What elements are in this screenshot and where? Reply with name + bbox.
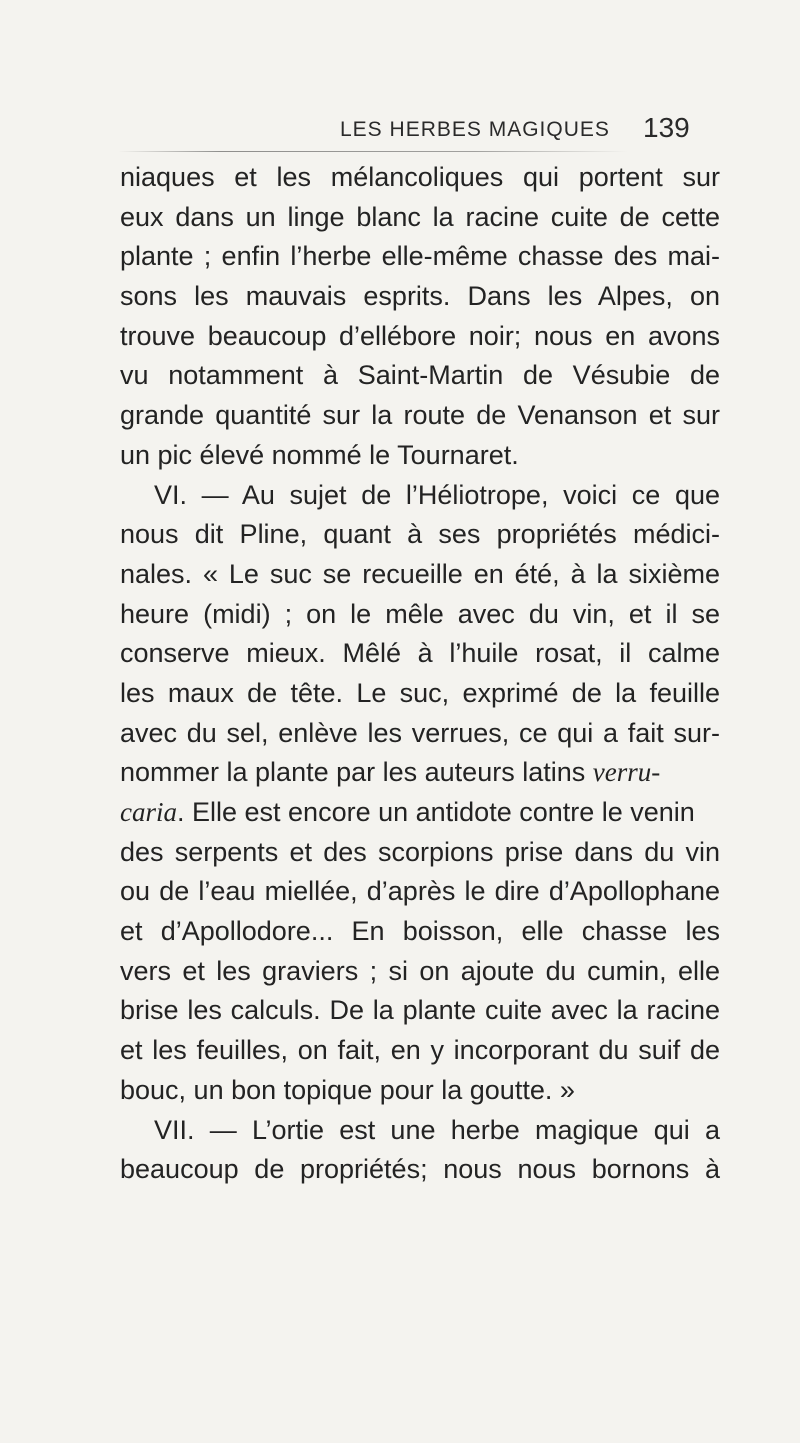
body-text: [120, 158, 720, 1190]
page-number: 139: [643, 112, 690, 143]
text-line: trouve beaucoup d’ellébore noir; nous en avons: [120, 320, 720, 351]
text-line: vers et les graviers ; si on ajoute du cumin, elle: [120, 955, 720, 986]
text-line: bouc, un bon topique pour la goutte. »: [120, 1074, 575, 1105]
header-rule: [118, 151, 628, 152]
text-line: conserve mieux. Mêlé à l’huile rosat, il calme: [120, 638, 720, 669]
text-line: avec du sel, enlève les verrues, ce qui a fait sur-: [120, 717, 720, 748]
text-fragment: nommer la plante par les auteurs latins: [120, 757, 586, 788]
running-header: [0, 112, 800, 152]
text-line: beaucoup de propriétés; nous nous bornons à: [120, 1154, 720, 1185]
text-line: ou de l’eau miellée, d’après le dire d’Apollophane: [120, 876, 720, 907]
text-line: les maux de tête. Le suc, exprimé de la feuille: [120, 677, 720, 708]
text-line: un pic élevé nommé le Tournaret.: [120, 439, 519, 470]
text-line: nales. « Le suc se recueille en été, à la sixième: [120, 558, 720, 589]
text-fragment: . Elle est encore un antidote contre le venin: [177, 797, 695, 827]
paragraph-vii-first-line: VII. — L’ortie est une herbe magique qui a: [154, 1114, 720, 1145]
text-line: et d’Apollodore... En boisson, elle chasse les: [120, 916, 720, 947]
text-line: sons les mauvais esprits. Dans les Alpes, on: [120, 281, 720, 312]
text-line: plante ; enfin l’herbe elle-même chasse des mai-: [120, 241, 720, 272]
running-title: LES HERBES MAGIQUES: [340, 118, 610, 141]
text-line: niaques et les mélancoliques qui portent sur: [120, 162, 720, 192]
italic-term-part2: caria: [120, 797, 177, 827]
text-line: heure (midi) ; on le mêle avec du vin, et il se: [120, 598, 720, 629]
italic-term-part1: verru-: [592, 757, 661, 788]
paragraph-vi-first-line: VI. — Au sujet de l’Héliotrope, voici ce que: [154, 479, 720, 510]
text-line: et les feuilles, on fait, en y incorporant du suif de: [120, 1035, 720, 1066]
text-line-with-italic: [120, 753, 720, 793]
text-line: nous dit Pline, quant à ses propriétés médici-: [120, 519, 720, 550]
text-line: brise les calculs. De la plante cuite avec la racine: [120, 995, 720, 1026]
text-line: vu notamment à Saint-Martin de Vésubie de: [120, 360, 720, 391]
text-line: eux dans un linge blanc la racine cuite de cette: [120, 201, 720, 232]
text-line: des serpents et des scorpions prise dans du vin: [120, 836, 720, 867]
text-line-with-italic: [120, 793, 720, 833]
text-line: grande quantité sur la route de Venanson et sur: [120, 400, 720, 431]
